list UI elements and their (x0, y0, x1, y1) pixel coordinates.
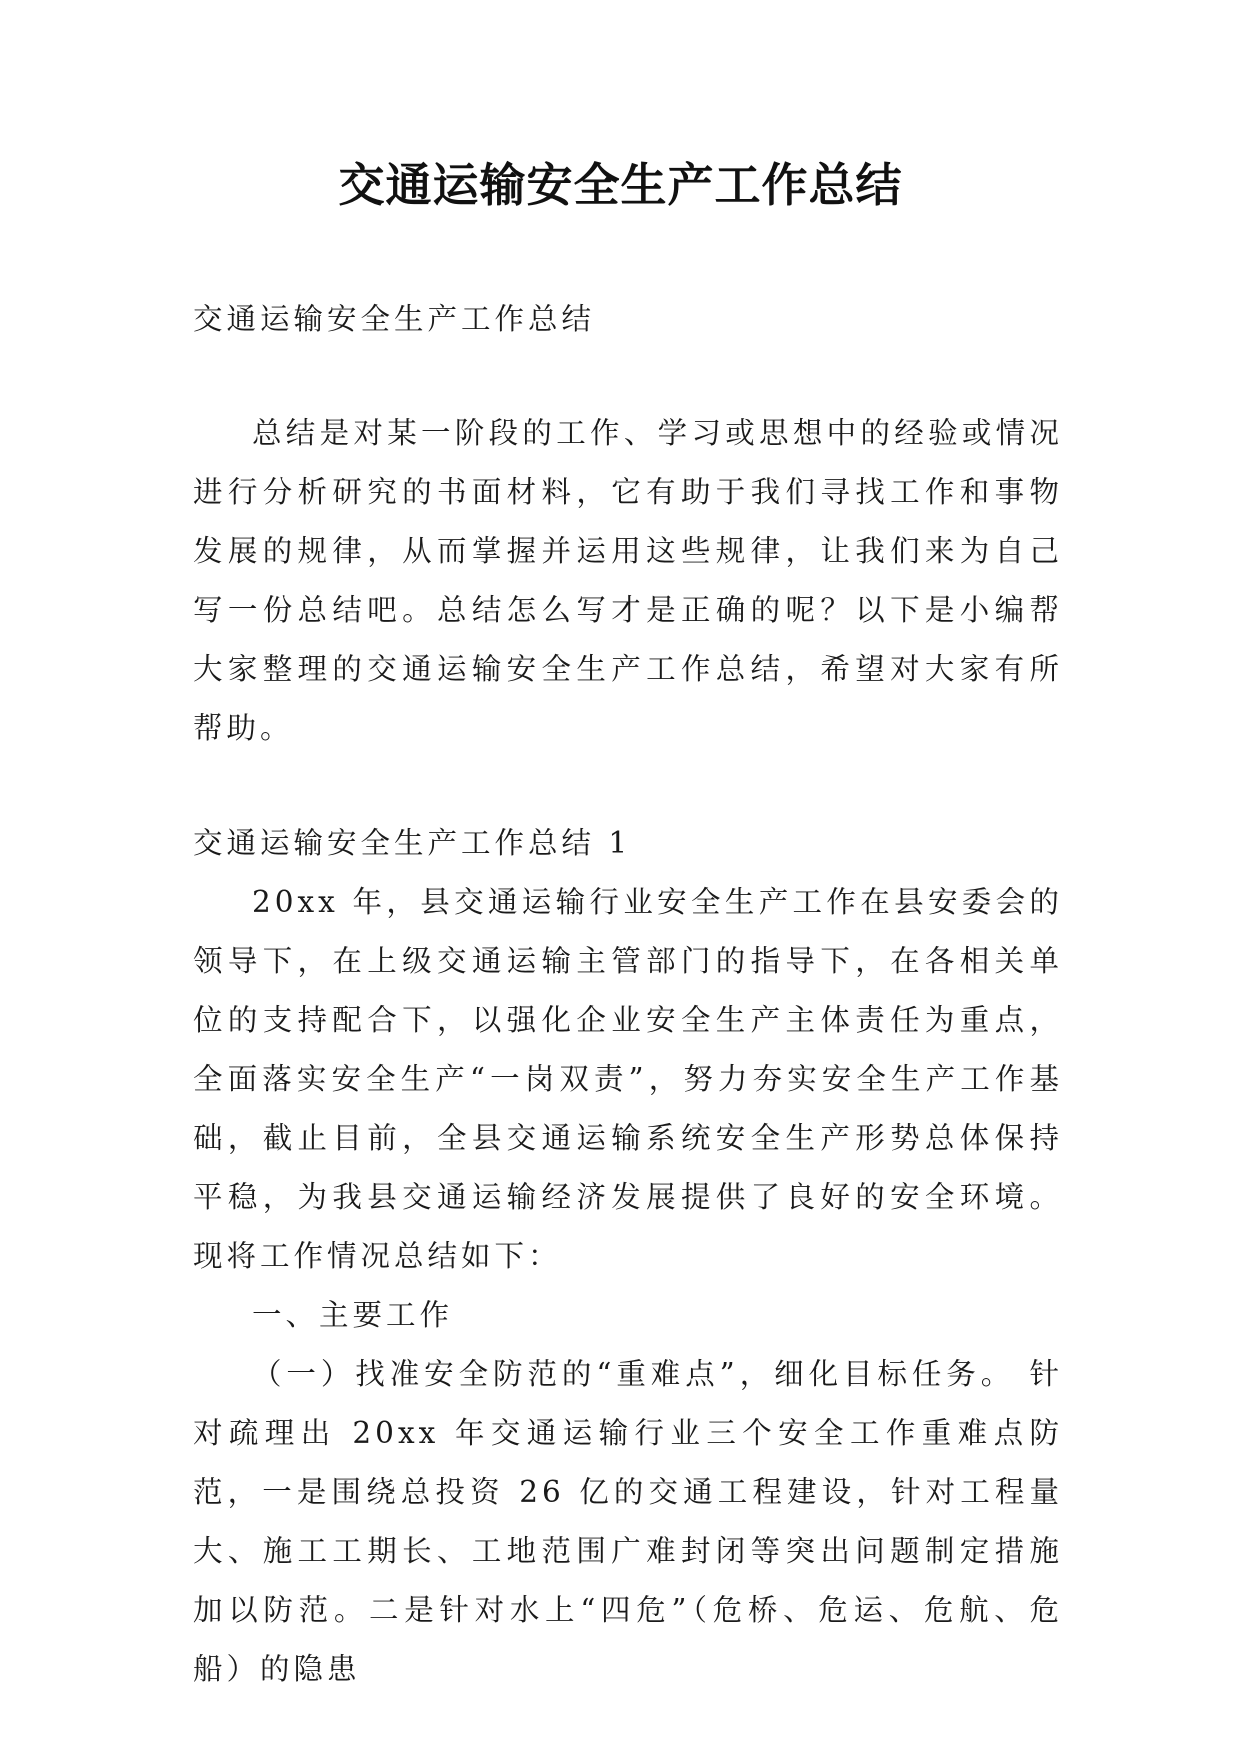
document-subtitle: 交通运输安全生产工作总结 (193, 302, 596, 336)
body-paragraph-1: 20xx 年，县交通运输行业安全生产工作在县安委会的领导下，在上级交通运输主管部门的指导下，在各相关单位的支持配合下，以强化企业安全生产主体责任为重点，全面落实安全生产“一岗双责”，努力夯实安全生产工作基础，截止目前，全县交通运输系统安全生产形势总体保持平稳，为我县交通运输经济发展提供了良好的安全环境。现将工作情况总结如下： (193, 885, 1063, 1273)
intro-paragraph: 总结是对某一阶段的工作、学习或思想中的经验或情况进行分析研究的书面材料，它有助于我们寻找工作和事物发展的规律，从而掌握并运用这些规律，让我们来为自己写一份总结吧。总结怎么写才是正确的呢？以下是小编帮大家整理的交通运输安全生产工作总结，希望对大家有所帮助。 (193, 416, 1063, 745)
section-heading-1: 一、主要工作 (252, 1298, 454, 1332)
document-title: 交通运输安全生产工作总结 (338, 158, 903, 212)
body-paragraph-2: （一）找准安全防范的“重难点”，细化目标任务。 针对疏理出 20xx 年交通运输行业三个安全工作重难点防范，一是围绕总投资 26 亿的交通工程建设，针对工程量大、施工工期长、工地范围广难封闭等突出问题制定措施加以防范。二是针对水上“四危”（危桥、危运、危航、危船）的隐患 (193, 1357, 1063, 1686)
section-title: 交通运输安全生产工作总结 1 (193, 826, 632, 860)
document-body (193, 290, 1063, 1699)
